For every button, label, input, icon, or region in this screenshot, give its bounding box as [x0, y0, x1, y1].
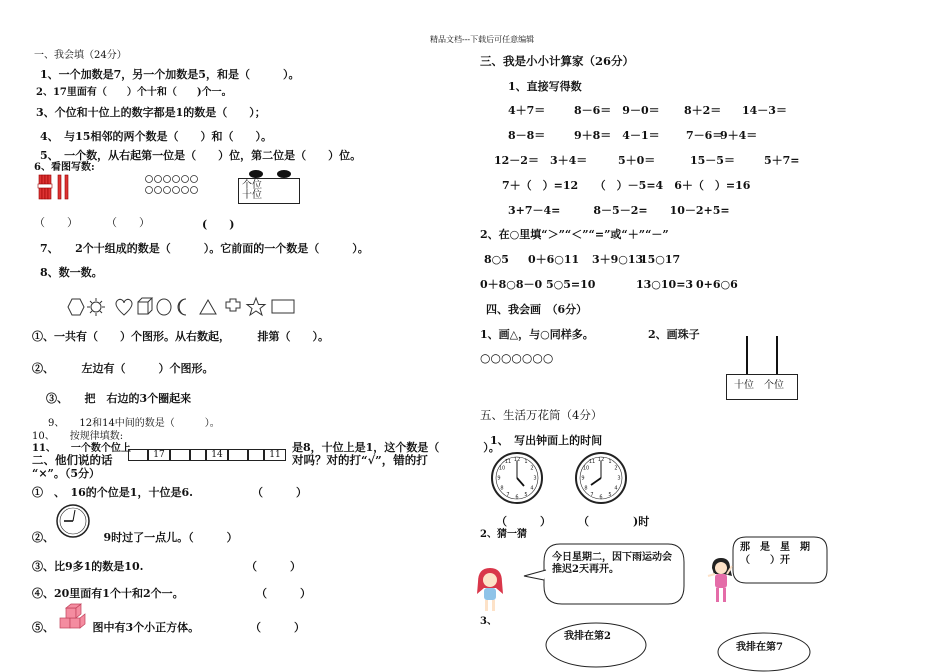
q8-part-c: ③、 把 右边的3个圈起来 — [46, 392, 192, 405]
question-11b: 是8，十位上是1，这个数是（ ）。 — [292, 441, 500, 454]
seq-cell[interactable] — [228, 449, 248, 461]
judge-3-answer[interactable]: （ ） — [246, 560, 301, 573]
seq-cell[interactable] — [190, 449, 206, 461]
svg-text:8: 8 — [500, 485, 504, 492]
svg-text:12: 12 — [597, 457, 605, 463]
svg-text:12: 12 — [513, 457, 521, 463]
question-8: 8、数一数。 — [40, 266, 103, 279]
clock-answer-2[interactable]: （ )时 — [578, 515, 650, 528]
compare-item: 13○10=3 — [636, 278, 694, 291]
seq-cell: 14 — [206, 449, 228, 461]
section-3-title: 三、我是小小计算家（26分） — [480, 54, 635, 68]
calc-item: 8－6＝ 9－0＝ — [574, 104, 660, 117]
speech-bubble-1-icon — [540, 540, 688, 612]
judge-2: ②、 9时过了一点儿。（ ） — [32, 531, 238, 544]
speech-bubble-1-text: 今日星期二，因下雨运动会推迟2天再开。 — [552, 552, 672, 575]
calc-row-5: 3+7－4= 8－5－2= 10－2+5= — [508, 204, 730, 217]
svg-text:6: 6 — [599, 494, 603, 501]
question-7: 7、 2个十组成的数是（ ）。它前面的一个数是（ ）。 — [40, 242, 369, 255]
clock-face-2-icon — [574, 451, 628, 505]
judge-1: ① 、 16的个位是1，十位是6. — [32, 486, 193, 499]
section-4-title: 四、我会画 （6分） — [486, 303, 588, 316]
question-3: 3、个位和十位上的数字都是1的数是（ ）； — [36, 106, 266, 119]
compare-item: 0＋8○8－0 — [480, 278, 543, 291]
svg-text:5: 5 — [524, 492, 528, 498]
abacus2-rod-ones — [776, 336, 778, 374]
seq-cell: 11 — [264, 449, 286, 461]
q6-answer-2[interactable]: （ ） — [106, 216, 150, 229]
compare-item: 0＋6○11 — [528, 253, 580, 266]
calc-item: 9＋4＝ — [720, 129, 758, 142]
abacus-tens-label: 十位 — [242, 190, 262, 201]
section-1-title: 一、我会填（24分） — [34, 50, 127, 61]
calc-item: 15－5＝ — [690, 154, 735, 167]
calc-item: 5＋0＝ — [618, 154, 656, 167]
calc-item: 3＋4＝ — [550, 154, 588, 167]
question-2: 2、17里面有（ ）个十和（ )个一。 — [36, 87, 232, 98]
judge-1-answer[interactable]: （ ） — [252, 486, 307, 499]
abacus-ones-label: 个位 — [242, 180, 262, 191]
compare-item: 8○5 — [484, 253, 509, 266]
svg-text:8: 8 — [584, 485, 588, 492]
svg-text:4: 4 — [614, 485, 618, 492]
svg-text:5: 5 — [608, 492, 612, 498]
subsection-2: 2、在○里填“＞”“＜”“=”或“＋”“－” — [480, 228, 669, 241]
bundle-sticks-icon — [38, 172, 74, 202]
abacus-beads-icon — [248, 168, 294, 180]
clock-face-1-icon — [490, 451, 544, 505]
clock-answer-1[interactable]: （ ） — [496, 515, 551, 528]
seq-cell: 17 — [148, 449, 170, 461]
compare-item: 15○17 — [640, 253, 681, 266]
calc-item: 7－6＝ — [686, 129, 724, 142]
speech-bubble-3-text: 我排在第2 — [564, 631, 611, 642]
q8-part-b: ②、 左边有（ ）个图形。 — [32, 362, 214, 375]
clock-question: 1、 写出钟面上的时间 — [490, 434, 603, 447]
question-1: 1、一个加数是7，另一个加数是5，和是（ ）。 — [40, 68, 300, 81]
q6-answer-3[interactable]: ( ) — [202, 218, 235, 231]
seq-cell[interactable] — [128, 449, 148, 461]
seq-cell[interactable] — [248, 449, 264, 461]
speech-bubble-2-text: 那 是 星 期 （ ）开 — [740, 542, 820, 566]
abacus2-tens-label: 十位 — [734, 380, 754, 391]
q8-part-a: ①、一共有（ ）个图形。从右数起， 排第（ ）。 — [32, 330, 329, 343]
section-5-title: 五、生活万花筒（4分） — [480, 408, 603, 422]
calc-item: 8－8＝ — [508, 129, 546, 142]
question-6: 6、看图写数: — [34, 162, 95, 173]
svg-text:6: 6 — [515, 494, 519, 501]
judge-4: ④、20里面有1个十和2个一。 — [32, 587, 184, 600]
section-2-subtitle: “×”。（5分） — [32, 467, 101, 480]
svg-text:7: 7 — [590, 492, 594, 498]
question-11a: 11、 一个数个位上 — [32, 443, 131, 454]
section-2-title-b: 对吗？对的打“√”，错的打 — [292, 453, 428, 467]
watermark: 精品文档---下载后可任意编辑 — [430, 35, 535, 44]
abacus2-rod-tens — [746, 336, 748, 374]
compare-item: 0+6○6 — [696, 278, 738, 291]
judge-3: ③、比9多1的数是10. — [32, 560, 144, 573]
calc-row-4: 7＋（ ）=12 （ ）－5=4 6＋（ ）=16 — [502, 179, 751, 192]
calc-item: 4＋7＝ — [508, 104, 546, 117]
abacus2-ones-label: 个位 — [764, 380, 784, 391]
circles-row: ○○○○○○○ — [480, 351, 554, 365]
subsection-1: 1、直接写得数 — [508, 80, 582, 93]
judge-5: ⑤、 图中有3个小正方体。 — [32, 621, 200, 634]
calc-item: 12－2＝ — [494, 154, 539, 167]
section-2-title: 二、他们说的话 — [32, 453, 113, 467]
girl-figure-2-icon — [704, 556, 736, 606]
draw-task-2: 2、画珠子 — [648, 328, 700, 341]
compare-item: 5○5=10 — [546, 278, 596, 291]
speech-bubble-4-text: 我排在第7 — [736, 642, 783, 653]
svg-text:3: 3 — [533, 475, 537, 482]
seq-cell[interactable] — [170, 449, 190, 461]
judge-4-answer[interactable]: （ ） — [256, 587, 311, 600]
svg-text:2: 2 — [530, 465, 534, 472]
draw-task-1: 1、画△，与○同样多。 — [480, 328, 594, 341]
svg-text:4: 4 — [530, 485, 534, 492]
q6-answer-1[interactable]: （ ） — [34, 216, 78, 229]
question-3-label: 3、 — [480, 616, 497, 627]
compare-item: 3＋9○13 — [592, 253, 644, 266]
svg-text:1: 1 — [608, 459, 612, 465]
svg-text:11: 11 — [504, 459, 512, 465]
svg-text:9: 9 — [497, 475, 501, 482]
calc-item: 8＋2＝ — [684, 104, 722, 117]
svg-text:10: 10 — [582, 465, 590, 472]
svg-text:10: 10 — [498, 465, 506, 472]
svg-text:2: 2 — [614, 465, 618, 472]
guess-question: 2、猜一猜 — [480, 529, 527, 540]
calc-item: 5＋7= — [764, 154, 800, 167]
speech-bubble-3-icon — [544, 620, 648, 670]
judge-5-answer[interactable]: （ ） — [250, 621, 305, 634]
shapes-row-icon — [64, 296, 296, 318]
girl-figure-icon — [474, 566, 506, 614]
question-9: 9、 12和14中间的数是（ ）。 — [48, 418, 220, 429]
question-10: 10、 按规律填数: — [32, 431, 124, 442]
svg-text:1: 1 — [524, 459, 528, 465]
dots-group-icon — [143, 172, 199, 196]
question-5: 5、 一个数，从右起第一位是（ ）位，第二位是（ ）位。 — [40, 149, 362, 162]
calc-item: 9＋8＝ 4－1＝ — [574, 129, 660, 142]
calc-item: 14－3＝ — [742, 104, 787, 117]
svg-text:3: 3 — [617, 475, 621, 482]
svg-text:7: 7 — [506, 492, 510, 498]
question-4: 4、 与15相邻的两个数是（ ）和（ ）。 — [40, 130, 272, 143]
svg-text:11: 11 — [588, 459, 596, 465]
svg-text:9: 9 — [581, 475, 585, 482]
